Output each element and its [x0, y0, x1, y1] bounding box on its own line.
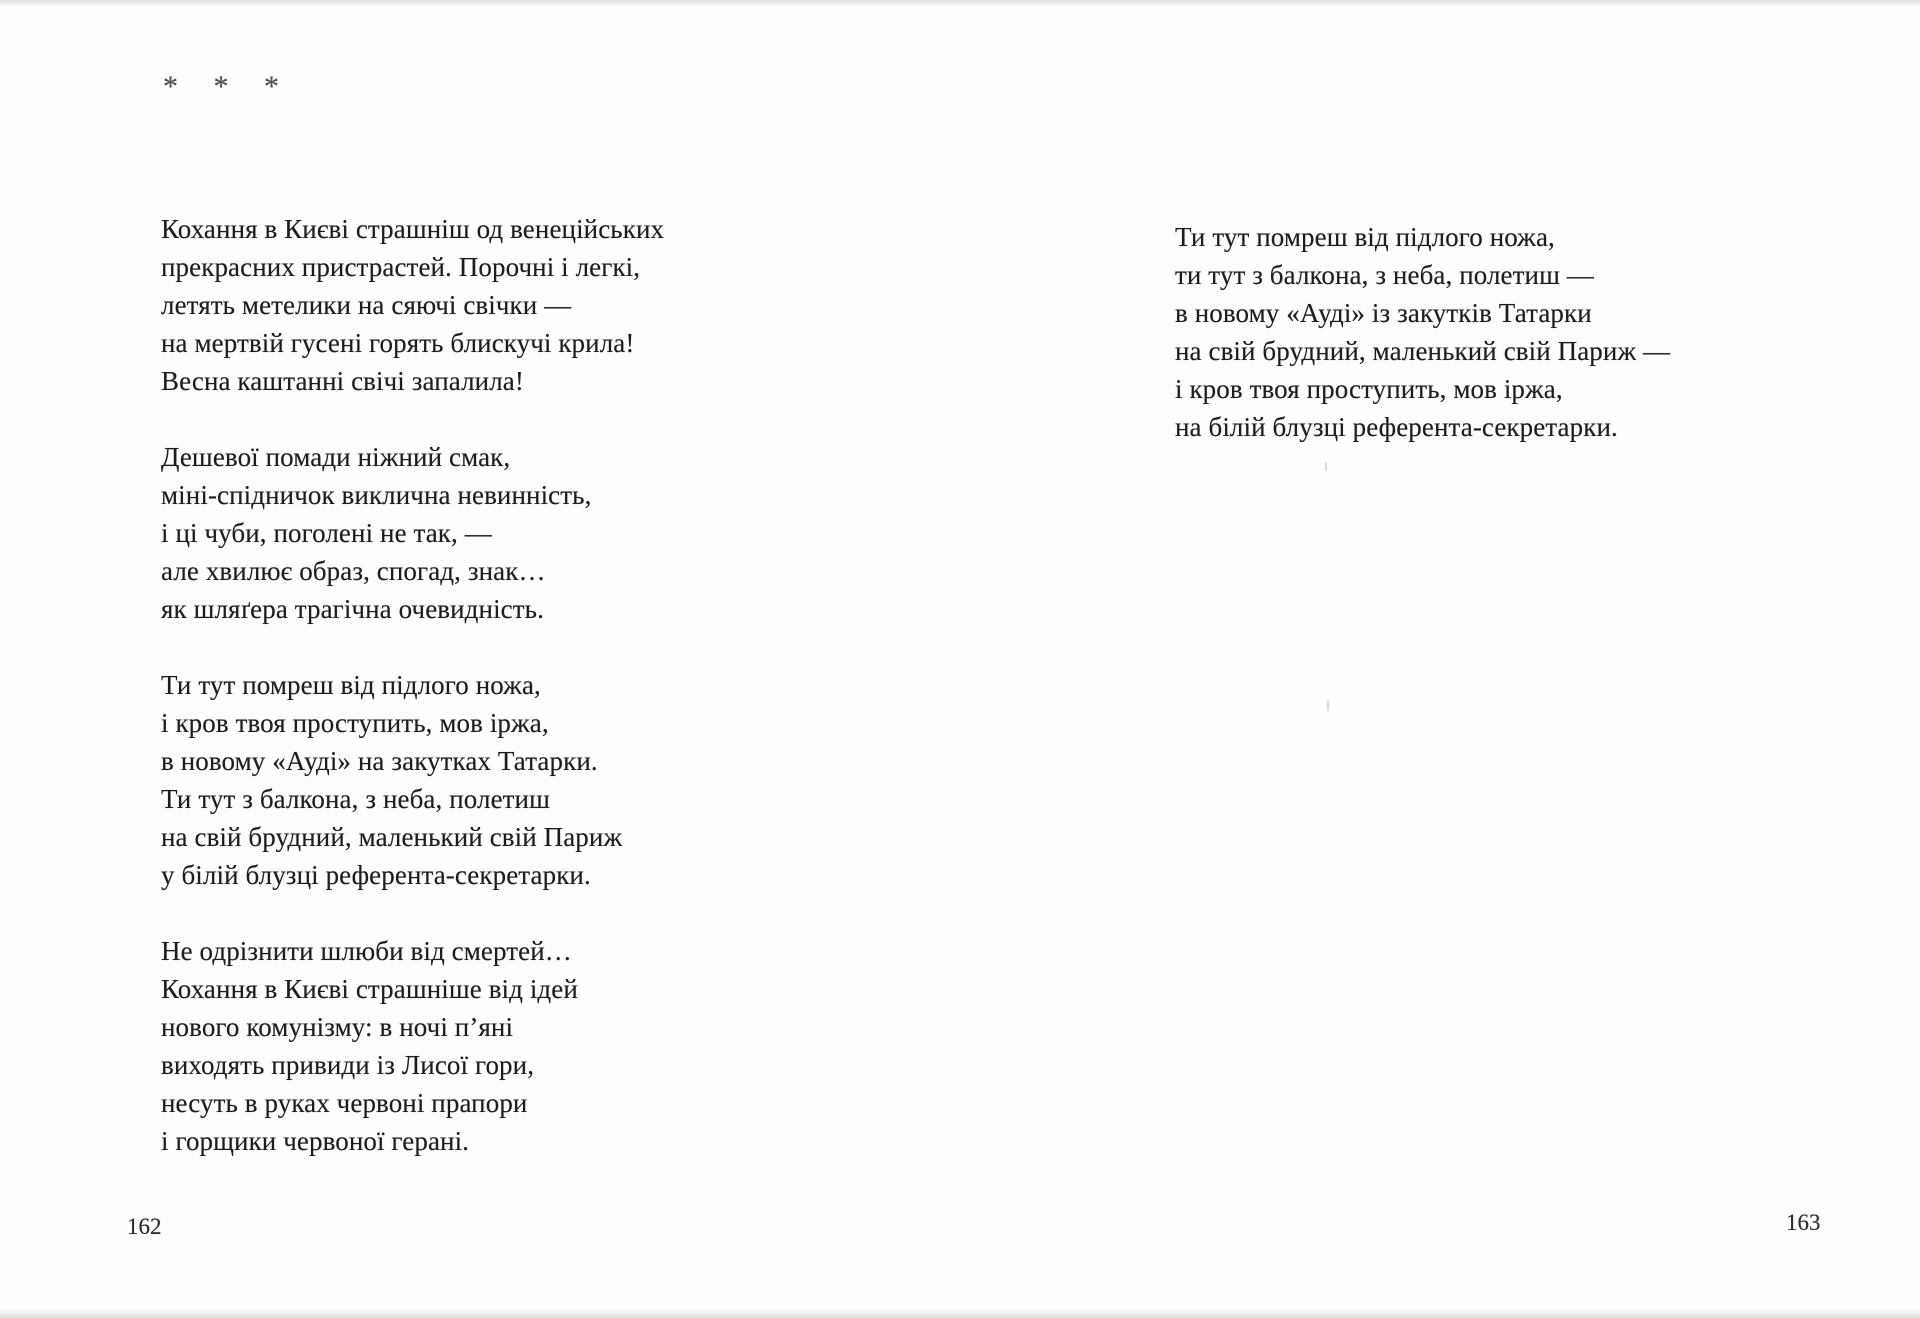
poem-line: Кохання в Києві страшніш од венеційських	[161, 214, 665, 244]
poem-line: несуть в руках червоні прапори	[161, 1088, 528, 1118]
poem-line: нового комунізму: в ночі п’яні	[161, 1012, 514, 1042]
poem-line: Кохання в Києві страшніше від ідей	[161, 974, 578, 1004]
poem-line: на свій брудний, маленький свій Париж	[161, 822, 623, 852]
poem-line: в новому «Ауді» із закутків Татарки	[1175, 298, 1592, 328]
poem-line: Ти тут помреш від підлого ножа,	[1175, 222, 1555, 252]
poem-line: на свій брудний, маленький свій Париж —	[1175, 336, 1671, 366]
poem-line: міні-спідничок виклична невинність,	[161, 480, 592, 510]
scan-artifact	[1325, 462, 1327, 471]
poem-line: в новому «Ауді» на закутках Татарки.	[161, 746, 598, 776]
poem-line: як шляґера трагічна очевидність.	[161, 594, 544, 624]
stanza-2	[161, 438, 664, 628]
stanza-1	[161, 210, 664, 400]
page-number-left: 162	[127, 1214, 162, 1239]
poem-right-page	[1175, 218, 1670, 446]
poem-line: і кров твоя проступить, мов іржа,	[1175, 374, 1563, 404]
page-number-right: 163	[1786, 1210, 1821, 1235]
poem-line: Не одрізнити шлюби від смертей…	[161, 936, 572, 966]
poem-line: і ці чуби, поголені не так, —	[161, 518, 492, 548]
stanza-3	[161, 666, 664, 894]
poem-line: на білій блузці референта-секретарки.	[1175, 412, 1618, 442]
poem-line: Ти тут помреш від підлого ножа,	[161, 670, 541, 700]
poem-line: виходять привиди із Лисої гори,	[161, 1050, 535, 1080]
poem-line: але хвилює образ, спогад, знак…	[161, 556, 546, 586]
poem-line: Дешевої помади ніжний смак,	[161, 442, 511, 472]
poem-line: ти тут з балкона, з неба, полетиш —	[1175, 260, 1594, 290]
scan-edge-top	[0, 0, 1920, 7]
poem-left-page	[161, 210, 664, 1160]
section-ornament-asterisks: * * *	[163, 70, 293, 103]
poem-line: летять метелики на сяючі свічки —	[161, 290, 572, 320]
poem-line: прекрасних пристрастей. Порочні і легкі,	[161, 252, 641, 282]
poem-line: Ти тут з балкона, з неба, полетиш	[161, 784, 550, 814]
poem-line: на мертвій гусені горять блискучі крила!	[161, 328, 635, 358]
scan-edge-bottom	[0, 1309, 1920, 1318]
poem-line: і горщики червоної герані.	[161, 1126, 470, 1156]
stanza-5	[1175, 218, 1670, 446]
poem-line: Весна каштанні свічі запалила!	[161, 366, 524, 396]
scan-artifact	[1327, 700, 1329, 711]
poem-line: і кров твоя проступить, мов іржа,	[161, 708, 549, 738]
stanza-4	[161, 932, 664, 1160]
poem-line: у білій блузці референта-секретарки.	[161, 860, 591, 890]
